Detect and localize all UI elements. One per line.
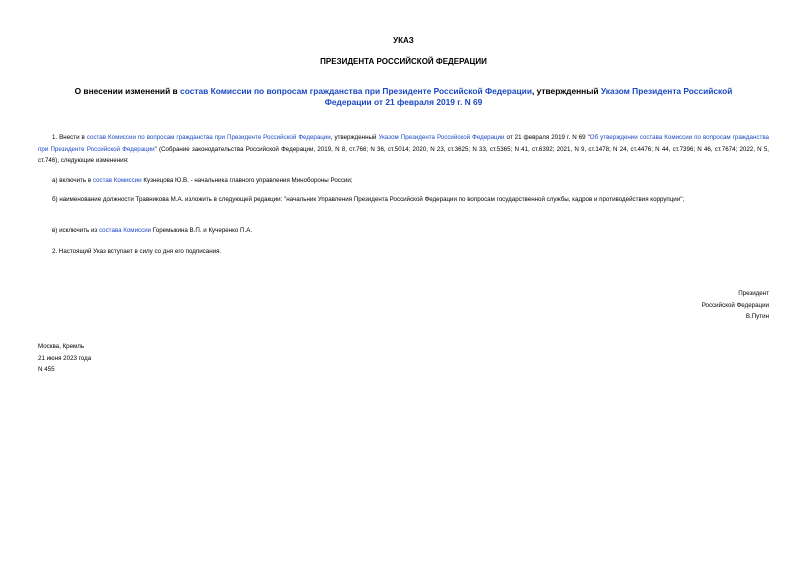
pc-end: Горемыкина В.П. и Кучеренко П.А. — [151, 227, 253, 234]
p1-commission-link[interactable]: состав Комиссии по вопросам гражданства при Президенте Российской Федерации — [86, 134, 331, 141]
paragraph-1 — [38, 132, 769, 167]
signature-country: Российской Федерации — [701, 301, 769, 309]
p1-mid2: от 21 февраля 2019 г. N 69 " — [504, 134, 590, 141]
paragraph-c — [38, 225, 769, 237]
paragraph-b: б) наименование должности Травникова М.А. изложить в следующей редакции: "начальник Управления Президента Российской Федерации по вопросам государственной службы, кадров и противодействия коррупции"; — [52, 196, 685, 203]
document-issuer: ПРЕЗИДЕНТА РОССИЙСКОЙ ФЕДЕРАЦИИ — [320, 57, 487, 66]
document-title: УКАЗ — [393, 36, 414, 45]
pa-commission-link[interactable]: состав Комиссии — [92, 177, 142, 184]
signing-location: Москва, Кремль — [38, 343, 85, 350]
p1-title-link[interactable]: Об утверждении состава Комиссии по вопросам гражданства при Президенте Российской Федерации — [38, 134, 769, 153]
paragraph-a — [38, 175, 769, 187]
pc-start: в) исключить из — [52, 227, 99, 234]
p1-end: " (Собрание законодательства Российской Федерации, 2019, N 8, ст.766; N 36, ст.5014; 2020, N 23, ст.3625; N 33, ст.5365; N 41, ст.6392; 2021, N 9, ст.1478; N 24, ст.4476; N 44, ст.7396; N 46, ст.7674; 2022, N 5, ст.746), следующие изменения: — [38, 145, 769, 164]
subject-prefix: О внесении изменений в — [74, 86, 181, 96]
paragraph-2: 2. Настоящий Указ вступает в силу со дня его подписания. — [52, 248, 222, 255]
signing-date: 21 июня 2023 года — [38, 354, 92, 362]
subject-decree-link[interactable]: Указом Президента Российской Федерации от 21 февраля 2019 г. N 69 — [324, 86, 733, 107]
signature-name: В.Путин — [745, 313, 769, 320]
p1-decree-link[interactable]: Указом Президента Российской Федерации — [378, 134, 505, 141]
subject-commission-link[interactable]: состав Комиссии по вопросам гражданства при Президенте Российской Федерации — [180, 86, 532, 96]
place-date-block — [38, 341, 91, 376]
p1-start: 1. Внести в — [52, 134, 87, 141]
decree-number: N 455 — [38, 366, 55, 373]
pa-end: Кузнецова Ю.В. - начальника главного управления Минобороны России; — [141, 177, 353, 184]
document-subject — [55, 86, 752, 108]
signature-position: Президент — [738, 290, 769, 297]
subject-middle: , утвержденный — [531, 86, 601, 96]
signature-block — [702, 288, 769, 323]
pc-commission-link[interactable]: состава Комиссии — [98, 227, 152, 234]
p1-mid: , утвержденный — [330, 134, 379, 141]
pa-start: а) включить в — [52, 177, 93, 184]
